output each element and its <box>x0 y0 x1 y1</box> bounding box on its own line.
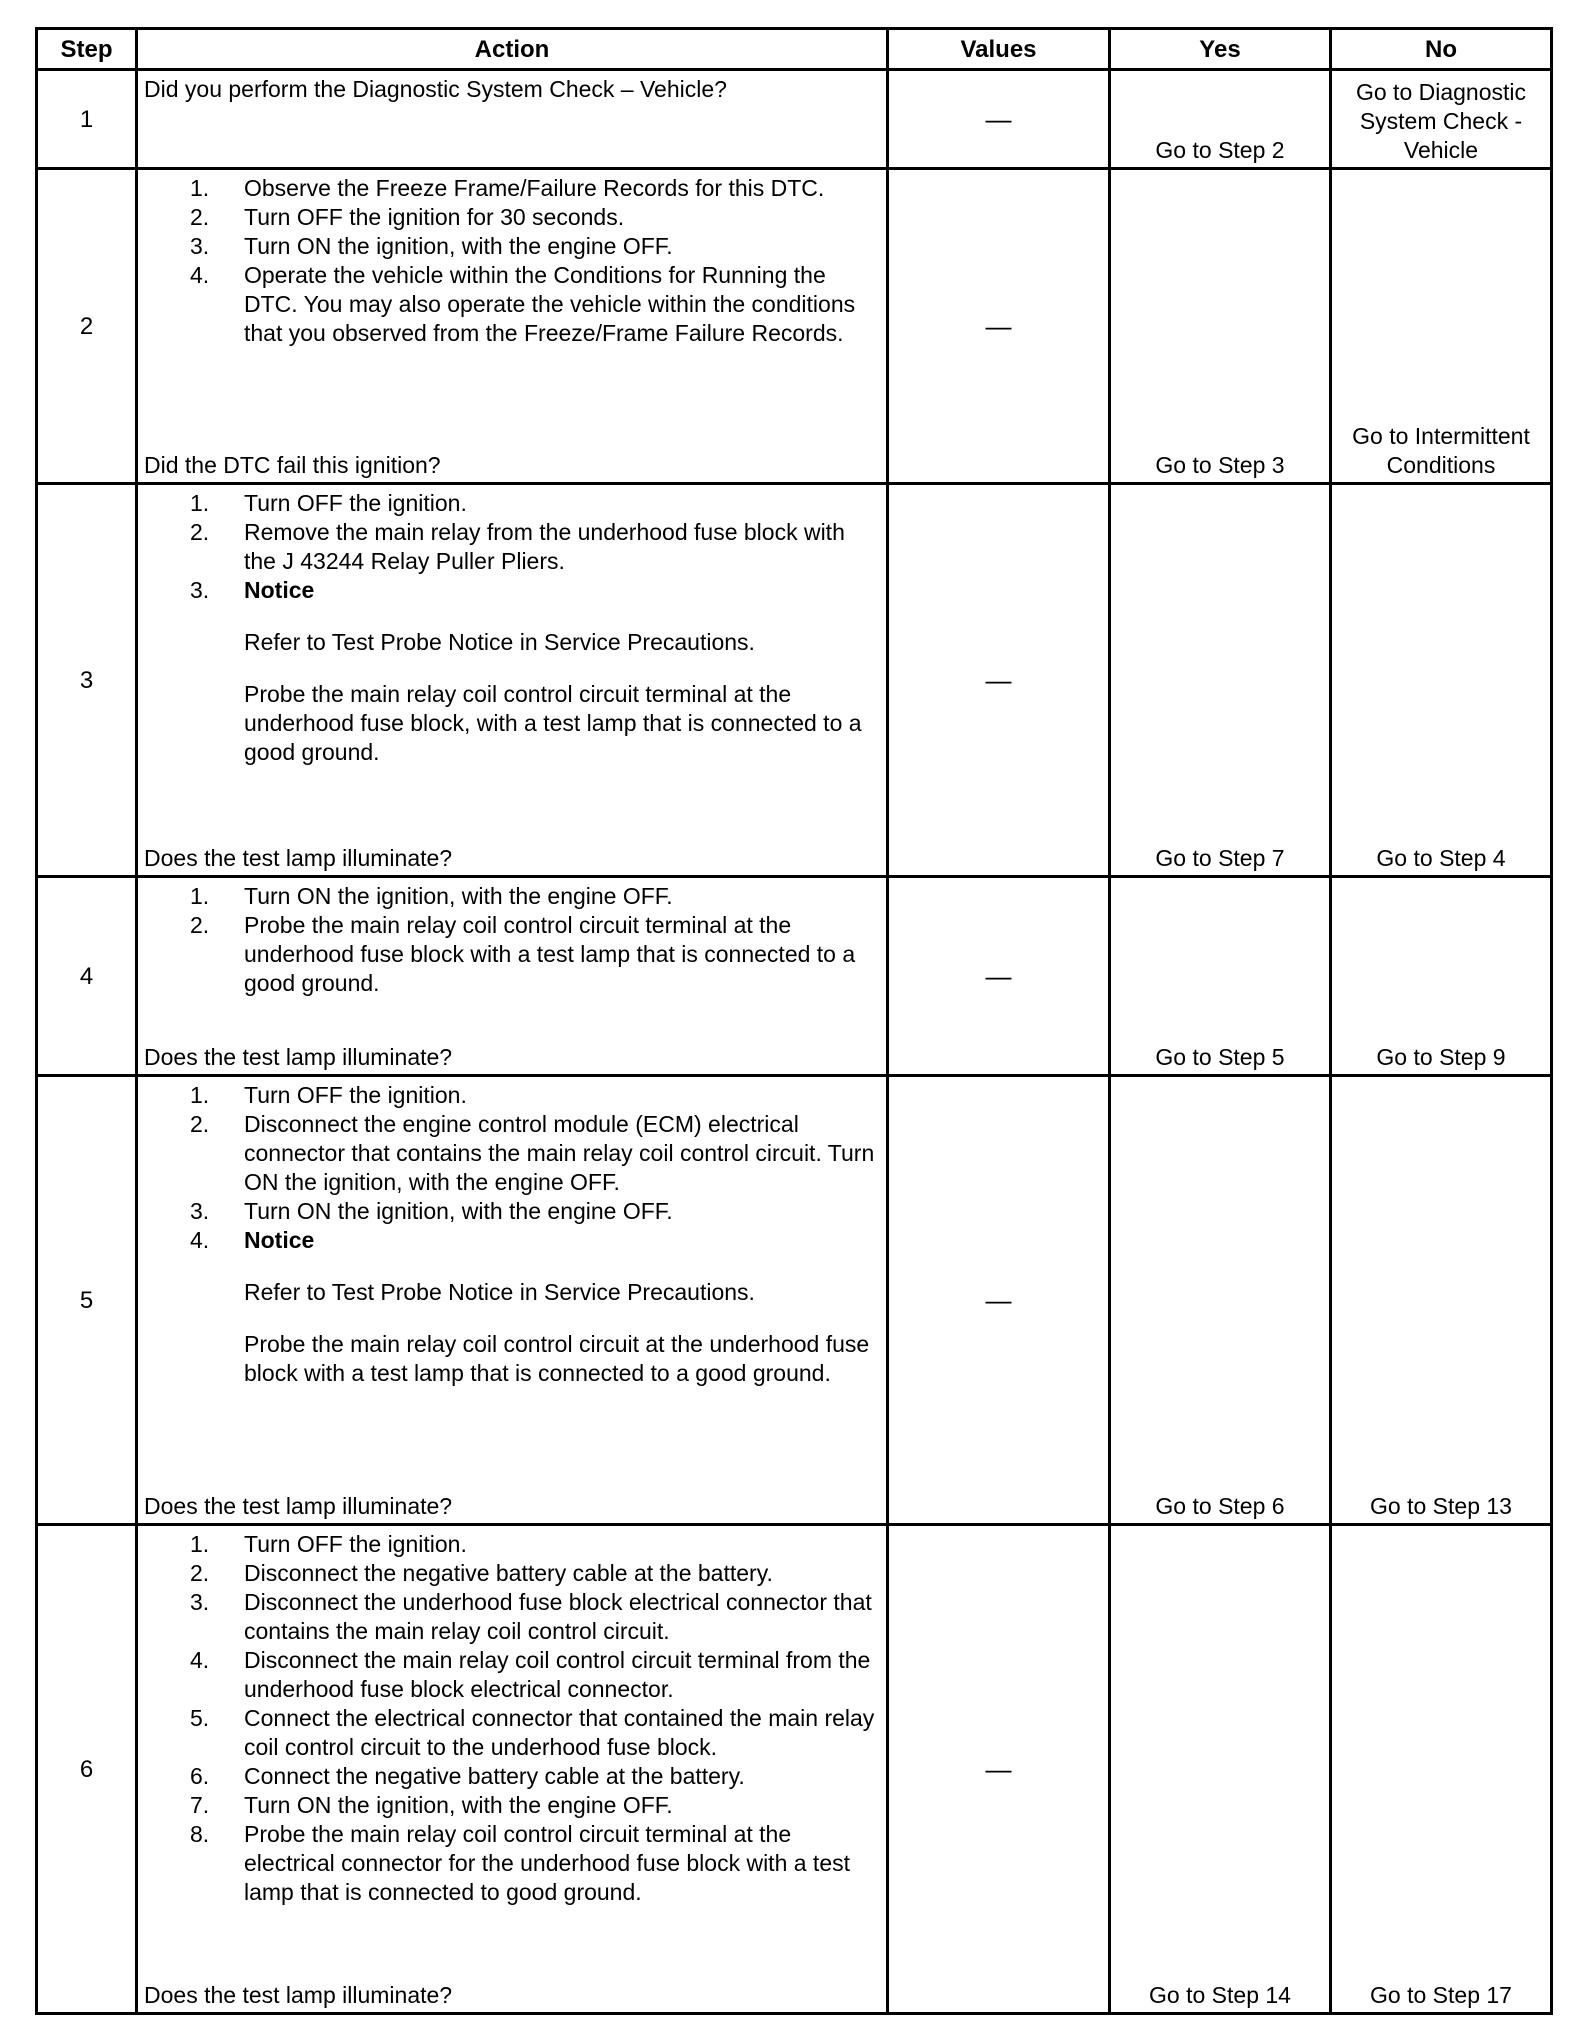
header-step: Step <box>37 29 137 70</box>
notice-text: Refer to Test Probe Notice in Service Precautions. <box>244 1279 755 1305</box>
diagnostic-table <box>35 27 1553 2015</box>
no-cell: Go to Step 13 <box>1331 1076 1552 1525</box>
list-item: 4. Operate the vehicle within the Conditions for Running the DTC. You may also operate the vehicle within the conditions that you observed from the Freeze/Frame Failure Records. <box>190 262 856 346</box>
action-cell <box>137 169 888 484</box>
no-cell: Go to Intermittent Conditions <box>1331 169 1552 484</box>
step-number: 1 <box>37 70 137 169</box>
header-yes: Yes <box>1110 29 1331 70</box>
list-item: 2. Disconnect the engine control module (ECM) electrical connector that contains the main relay coil control circuit. Turn ON the ignition, with the engine OFF. <box>190 1111 875 1195</box>
notice-label: Notice <box>244 1227 315 1253</box>
list-item: 2. Turn OFF the ignition for 30 seconds. <box>190 204 625 230</box>
list-item: 2. Remove the main relay from the underhood fuse block with the J 43244 Relay Puller Pliers. <box>190 519 845 574</box>
list-item: 5. Connect the electrical connector that contained the main relay coil control circuit to the underhood fuse block. <box>190 1705 875 1760</box>
action-question: Does the test lamp illuminate? <box>144 1982 453 2008</box>
header-action: Action <box>137 29 888 70</box>
step-number: 5 <box>37 1076 137 1525</box>
table-row <box>37 877 1552 1076</box>
action-question: Does the test lamp illuminate? <box>144 1044 453 1070</box>
table-row <box>37 70 1552 169</box>
list-item: 3. Notice Refer to Test Probe Notice in Service Precautions. Probe the main relay coil control circuit terminal at the underhood fuse block, with a test lamp that is connected to a good ground. <box>190 576 882 767</box>
table-row <box>37 1525 1552 2014</box>
action-cell <box>137 70 888 169</box>
instruction-list <box>144 1530 882 1907</box>
instruction-list <box>144 882 882 998</box>
table-row <box>37 169 1552 484</box>
list-item: 1. Turn OFF the ignition. <box>190 490 467 516</box>
list-item: 4. Disconnect the main relay coil control circuit terminal from the underhood fuse block electrical connector. <box>190 1647 871 1702</box>
list-item: 8. Probe the main relay coil control circuit terminal at the electrical connector for the underhood fuse block with a test lamp that is connected to good ground. <box>190 1821 851 1905</box>
action-cell <box>137 1076 888 1525</box>
action-question: Does the test lamp illuminate? <box>144 1493 453 1519</box>
list-item: 2. Probe the main relay coil control circuit terminal at the underhood fuse block with a test lamp that is connected to a good ground. <box>190 912 856 996</box>
notice-label: Notice <box>244 577 315 603</box>
list-item: 3. Turn ON the ignition, with the engine OFF. <box>190 233 673 259</box>
list-item: 3. Disconnect the underhood fuse block electrical connector that contains the main relay coil control circuit. <box>190 1589 872 1644</box>
probe-instruction: Probe the main relay coil control circuit at the underhood fuse block with a test lamp that is connected to a good ground. <box>244 1331 870 1386</box>
values-cell: — <box>888 1525 1110 2014</box>
list-item: 6. Connect the negative battery cable at the battery. <box>190 1763 745 1789</box>
instruction-list <box>144 174 882 348</box>
list-item: 4. Notice Refer to Test Probe Notice in Service Precautions. Probe the main relay coil control circuit at the underhood fuse block with a test lamp that is connected to a good ground. <box>190 1226 882 1388</box>
values-cell: — <box>888 877 1110 1076</box>
header-no: No <box>1331 29 1552 70</box>
list-item: 1. Turn ON the ignition, with the engine OFF. <box>190 883 673 909</box>
step-number: 2 <box>37 169 137 484</box>
step-number: 3 <box>37 484 137 877</box>
action-cell <box>137 877 888 1076</box>
list-item: 2. Disconnect the negative battery cable at the battery. <box>190 1560 773 1586</box>
yes-cell: Go to Step 6 <box>1110 1076 1331 1525</box>
action-cell <box>137 484 888 877</box>
no-cell: Go to Step 4 <box>1331 484 1552 877</box>
values-cell: — <box>888 169 1110 484</box>
action-cell <box>137 1525 888 2014</box>
action-question: Does the test lamp illuminate? <box>144 845 453 871</box>
list-item: 3. Turn ON the ignition, with the engine OFF. <box>190 1198 673 1224</box>
step-number: 6 <box>37 1525 137 2014</box>
list-item: 1. Observe the Freeze Frame/Failure Records for this DTC. <box>190 175 825 201</box>
instruction-list <box>144 489 882 767</box>
table-row <box>37 1076 1552 1525</box>
yes-cell: Go to Step 7 <box>1110 484 1331 877</box>
header-row <box>37 29 1552 70</box>
no-cell: Go to Diagnostic System Check - Vehicle <box>1331 70 1552 169</box>
action-question: Did you perform the Diagnostic System Check – Vehicle? <box>144 76 727 102</box>
yes-cell: Go to Step 3 <box>1110 169 1331 484</box>
yes-cell: Go to Step 14 <box>1110 1525 1331 2014</box>
action-question: Did the DTC fail this ignition? <box>144 452 441 478</box>
no-cell: Go to Step 9 <box>1331 877 1552 1076</box>
instruction-list <box>144 1081 882 1388</box>
header-values: Values <box>888 29 1110 70</box>
list-item: 1. Turn OFF the ignition. <box>190 1531 467 1557</box>
list-item: 1. Turn OFF the ignition. <box>190 1082 467 1108</box>
notice-text: Refer to Test Probe Notice in Service Precautions. <box>244 629 755 655</box>
step-number: 4 <box>37 877 137 1076</box>
probe-instruction: Probe the main relay coil control circuit terminal at the underhood fuse block, with a test lamp that is connected to a good ground. <box>244 681 862 765</box>
values-cell: — <box>888 484 1110 877</box>
no-cell: Go to Step 17 <box>1331 1525 1552 2014</box>
values-cell: — <box>888 70 1110 169</box>
yes-cell: Go to Step 5 <box>1110 877 1331 1076</box>
list-item: 7. Turn ON the ignition, with the engine OFF. <box>190 1792 673 1818</box>
values-cell: — <box>888 1076 1110 1525</box>
table-row <box>37 484 1552 877</box>
yes-cell: Go to Step 2 <box>1110 70 1331 169</box>
